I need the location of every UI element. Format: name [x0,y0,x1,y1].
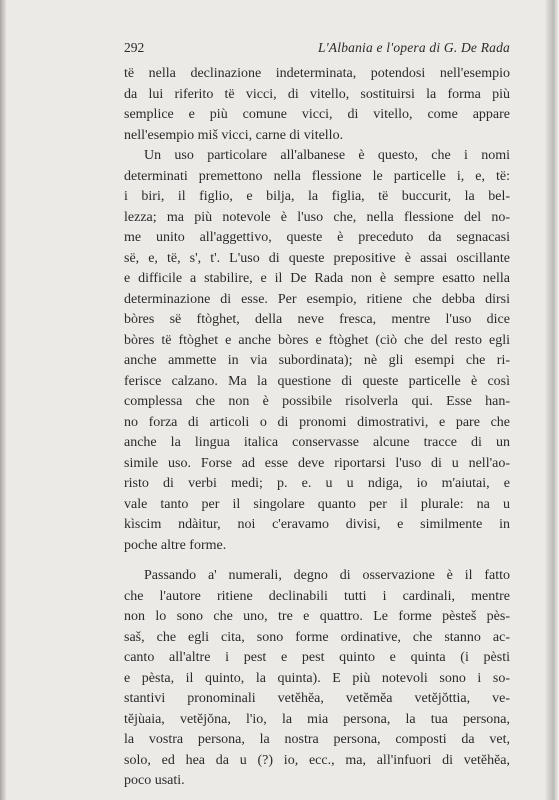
text-line: të nella declinazione indeterminata, potendosi nell'esempio [124,66,510,81]
text-line: stantivi pronominali vetĕhĕa, vetĕmĕa vetĕjŏttia, ve- [124,691,510,706]
text-line: bòres të ftòghet e anche bòres e ftòghet (ciò che del resto egli [124,332,510,348]
text-line: determinazione di esse. Per esempio, ritiene che debba dirsi [124,291,510,307]
paragraph-2 [124,146,510,556]
text-line: lezza; ma più notevole è l'uso che, nella flessione del no- [124,209,510,225]
text-line: nell'esempio miš vicci, carne di vitello. [124,127,344,143]
text-line: canto all'altre i pest e pest quinto e quinta (i pèsti [124,650,510,665]
text-line: kìscim ndàitur, noi c'eravamo divisi, e similmente in [124,517,510,532]
paragraph-gap [124,556,510,566]
page-number: 292 [124,40,145,55]
page-right-edge-shadow [545,0,559,800]
text-line: da lui riferito të vicci, di vitello, sostituirsi la forma più [124,86,510,102]
paragraph-3 [124,566,510,792]
text-line: non lo sono che uno, tre e quattro. Le forme pèsteš pès- [124,609,510,624]
text-line: anche ammette in via subordinata); nè gli esempi che ri- [124,353,510,368]
text-line: bòres së ftòghet, della neve fresca, mentre l'uso dice [124,312,510,327]
text-line: me unito all'aggettivo, queste è preceduto da segnacasi [124,230,510,245]
text-line: i biri, il figlio, e bilja, la figlia, të buccurit, la bel- [124,189,510,204]
text-line: e difficile a stabilire, e il De Rada non è sempre esatto nella [124,271,510,286]
text-line: saš, che egli cita, sono forme ordinative, che stanno ac- [124,629,510,645]
text-line: solo, ed hea da u (?) io, ecc., ma, all'infuori di vetĕhĕa, [124,752,510,768]
text-line: tĕjùaia, vetĕjŏna, l'io, la mia persona, la tua persona, [124,711,510,727]
text-line: anche la lingua italica conservasse alcune tracce di un [124,435,510,450]
text-line: simile uso. Forse ad esse deve riportarsi l'uso di u nell'ao- [124,455,510,471]
body-text [124,64,510,792]
text-line: complessa che non è possibile risolverla qui. Esse han- [124,394,510,409]
text-line: no forza di articoli o di pronomi dimostrativi, e pare che [124,414,510,430]
text-line: e pèsta, il quinto, la quinta). E più notevoli sono i so- [124,670,510,686]
text-line: së, e, të, s', t'. L'uso di queste prepositive è assai oscillante [124,250,510,266]
paragraph-1 [124,64,510,146]
text-line: Passando a' numerali, degno di osservazione è il fatto [144,568,510,583]
text-line: risto di verbi medi; p. e. u u ndiga, io m'aiutai, e [124,476,510,491]
text-line: ferisce calzano. Ma la questione di queste particelle è così [124,373,510,389]
text-line: determinati premettono nella flessione le particelle i, e, të: [124,168,510,184]
page-left-edge-shadow [0,0,6,800]
text-line: poche altre forme. [124,537,227,553]
text-line: Un uso particolare all'albanese è questo, che i nomi [144,148,510,163]
text-line: semplice e più comune vicci, di vitello, come appare [124,107,510,122]
text-line: che l'autore ritiene declinabili tutti i cardinali, mentre [124,588,510,604]
text-line: la vostra persona, la nostra persona, composti da vet, [124,732,510,747]
text-line: poco usati. [124,773,185,788]
text-line: vale tanto per il singolare quanto per il plurale: na u [124,496,510,512]
running-title: L'Albania e l'opera di G. De Rada [318,40,510,55]
